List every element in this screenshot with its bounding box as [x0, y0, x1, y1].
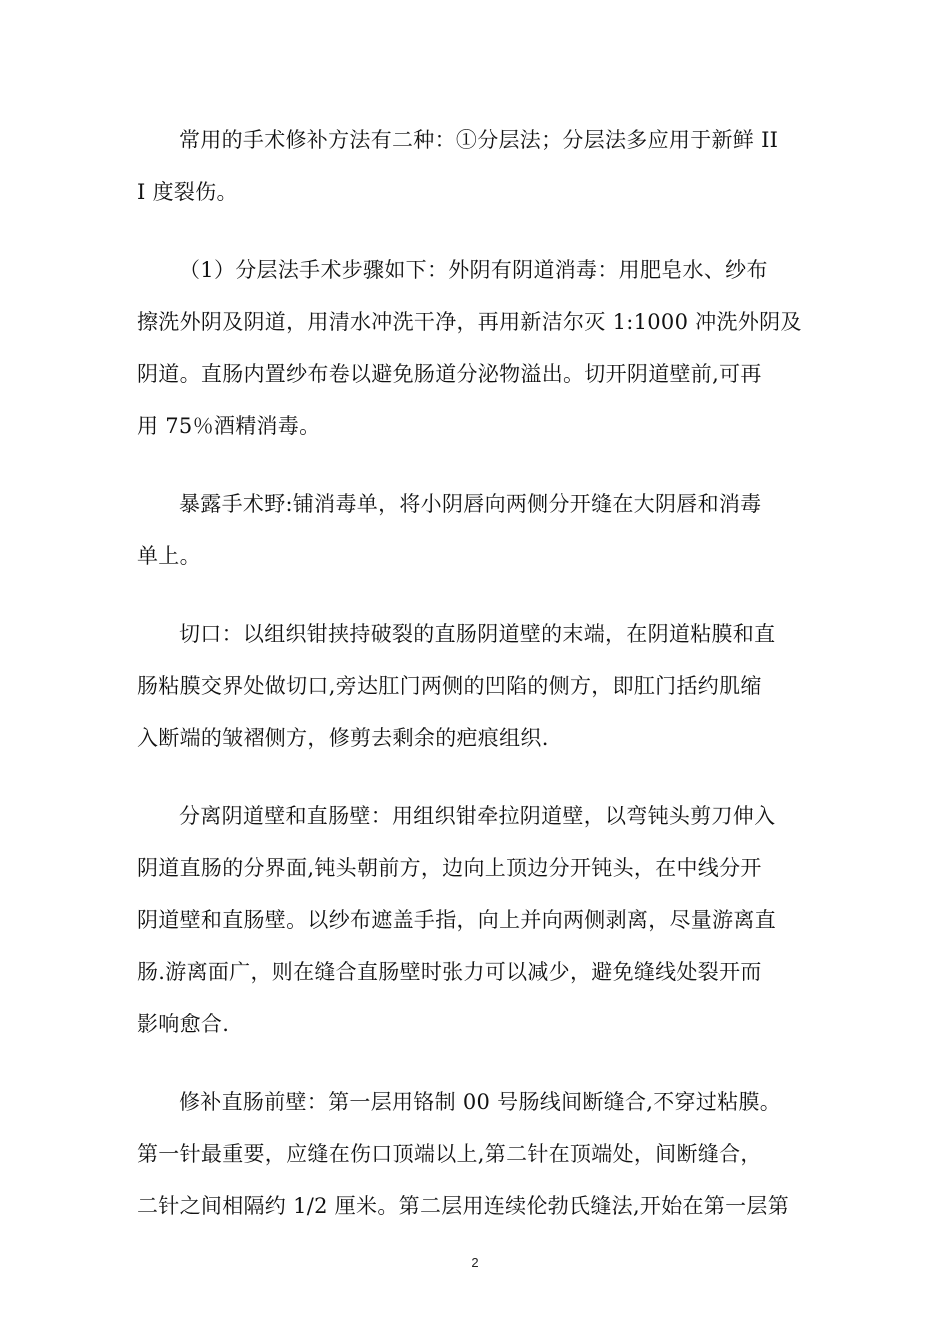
text-line: 用 75％酒精消毒。 [137, 414, 321, 438]
text-line: 阴道壁和直肠壁。以纱布遮盖手指，向上并向两侧剥离，尽量游离直 [137, 908, 776, 932]
page-number: 2 [471, 1255, 479, 1270]
text-line: 二针之间相隔约 1/2 厘米。第二层用连续伦勃氏缝法,开始在第一层第 [137, 1194, 790, 1218]
paragraph-layered-steps [137, 244, 821, 452]
text-line: 分离阴道壁和直肠壁：用组织钳牵拉阴道壁，以弯钝头剪刀伸入 [179, 804, 776, 828]
paragraph-separation [137, 790, 821, 1050]
text-line: 肠粘膜交界处做切口,旁达肛门两侧的凹陷的侧方，即肛门括约肌缩 [137, 674, 762, 698]
text-line: 擦洗外阴及阴道，用清水冲洗干净，再用新洁尔灭 1:1000 冲洗外阴及 [137, 310, 802, 334]
text-line: 切口：以组织钳挟持破裂的直肠阴道壁的末端，在阴道粘膜和直 [179, 622, 776, 646]
text-line: 第一针最重要，应缝在伤口顶端以上,第二针在顶端处，间断缝合， [137, 1142, 762, 1166]
paragraph-rectal-repair [137, 1076, 821, 1232]
text-line: 阴道。直肠内置纱布卷以避免肠道分泌物溢出。切开阴道壁前,可再 [137, 362, 762, 386]
text-line: 单上。 [137, 544, 201, 568]
text-line: 阴道直肠的分界面,钝头朝前方，边向上顶边分开钝头，在中线分开 [137, 856, 762, 880]
text-line: 修补直肠前壁：第一层用铬制 00 号肠线间断缝合,不穿过粘膜。 [179, 1090, 782, 1114]
paragraph-expose-field [137, 478, 821, 582]
text-line: （1）分层法手术步骤如下：外阴有阴道消毒：用肥皂水、纱布 [179, 258, 768, 282]
text-line: 影响愈合. [137, 1012, 230, 1036]
text-line: 常用的手术修补方法有二种：①分层法；分层法多应用于新鲜 II [179, 128, 779, 152]
text-line: I 度裂伤。 [137, 180, 238, 204]
paragraph-incision [137, 608, 821, 764]
text-line: 暴露手术野:铺消毒单，将小阴唇向两侧分开缝在大阴唇和消毒 [179, 492, 762, 516]
document-body [137, 114, 821, 1258]
text-line: 肠.游离面广，则在缝合直肠壁时张力可以减少，避免缝线处裂开而 [137, 960, 762, 984]
paragraph-repair-methods [137, 114, 821, 218]
text-line: 入断端的皱褶侧方，修剪去剩余的疤痕组织. [137, 726, 549, 750]
